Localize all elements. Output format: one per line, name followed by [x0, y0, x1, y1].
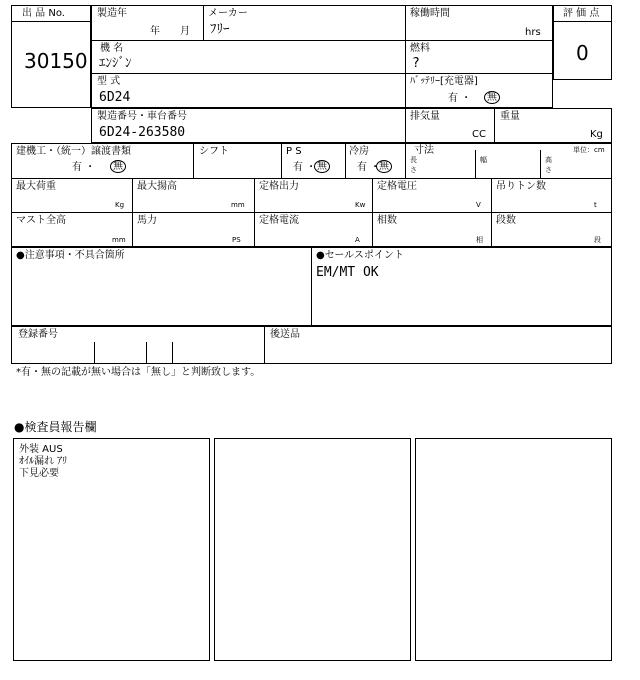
transfer-docs-label: 建機工・（統一）譲渡書類	[16, 146, 131, 157]
phase-label: 相数	[377, 215, 397, 226]
aircon-no-circled: 無	[376, 160, 392, 173]
stages-label: 段数	[496, 215, 516, 226]
sales-point-label: ●セールスポイント	[316, 250, 404, 261]
battery-no-circled: 無	[484, 91, 500, 104]
ps-yes: 有 ・	[293, 162, 317, 173]
score-value: 0	[576, 41, 589, 65]
rated-output-unit: Kw	[355, 201, 366, 209]
machine-name-label: 機 名	[100, 43, 124, 54]
max-lift-label: 最大揚高	[137, 181, 177, 192]
horsepower-unit: PS	[232, 236, 241, 244]
mast-height-label: マスト全高	[16, 215, 66, 226]
model-value: 6D24	[99, 90, 131, 105]
rated-output-label: 定格出力	[259, 181, 299, 192]
max-load-unit: Kg	[115, 201, 125, 209]
year-month-label: 年 月	[150, 26, 190, 37]
weight-label: 重量	[500, 111, 520, 122]
registration-label: 登録番号	[18, 329, 58, 340]
hoist-tons-label: 吊りトン数	[496, 181, 546, 192]
manufacture-year-label: 製造年	[97, 8, 127, 19]
displacement-label: 排気量	[410, 111, 440, 122]
aircon-label: 冷房	[349, 146, 369, 157]
aircon-yes: 有 ・	[357, 162, 381, 173]
mast-height-unit: mm	[112, 236, 126, 244]
kg-unit: Kg	[590, 129, 603, 140]
report-line: ｵｲﾙ漏れ ｱﾘ	[19, 456, 68, 467]
ps-no-circled: 無	[314, 160, 330, 173]
horsepower-label: 馬力	[137, 215, 157, 226]
serial-label: 製造番号・車台番号	[97, 111, 187, 122]
footnote: *有・無の記載が無い場合は「無し」と判断致します。	[16, 367, 261, 378]
width-label: 幅	[480, 156, 487, 164]
max-load-label: 最大荷重	[16, 181, 56, 192]
transfer-docs-no-circled: 無	[110, 160, 126, 173]
phase-unit: 相	[476, 236, 483, 244]
length-sa: さ	[410, 166, 417, 174]
battery-label: ﾊﾞｯﾃﾘｰ[充電器]	[410, 76, 478, 87]
caution-label: ●注意事項・不具合箇所	[16, 250, 125, 261]
maker-value: ﾌﾘｰ	[210, 22, 230, 37]
report-line: 下見必要	[19, 468, 59, 479]
operating-hours-label: 稼働時間	[410, 8, 450, 19]
fuel-label: 燃料	[410, 43, 430, 54]
cc-unit: CC	[472, 129, 486, 140]
rated-voltage-label: 定格電圧	[377, 181, 417, 192]
hoist-tons-unit: t	[594, 201, 597, 209]
height-sa: さ	[545, 166, 552, 174]
report-box-2	[214, 438, 411, 661]
inspector-report-label: ●検査員報告欄	[14, 420, 97, 434]
deferred-items-label: 後送品	[270, 329, 300, 340]
model-label: 型 式	[97, 76, 121, 87]
lot-no-label: 出 品 No.	[22, 8, 65, 19]
dimensions-label: 寸法	[414, 145, 434, 156]
report-box-3	[415, 438, 612, 661]
length-label: 長	[410, 156, 417, 164]
shift-label: シフト	[199, 146, 229, 157]
stages-unit: 段	[594, 236, 601, 244]
spec-grid	[11, 143, 612, 247]
height-label: 高	[545, 156, 552, 164]
transfer-docs-yes: 有 ・	[72, 162, 96, 173]
fuel-value: ?	[412, 56, 420, 71]
ps-label: P S	[286, 146, 302, 157]
unit-cm-label: 単位：cm	[573, 146, 605, 154]
registration-row	[11, 326, 612, 364]
score-label: 評 価 点	[563, 8, 600, 19]
lot-no-value: 30150	[24, 49, 88, 73]
hrs-unit: hrs	[525, 27, 541, 38]
maker-label: メーカー	[208, 8, 248, 19]
max-lift-unit: mm	[231, 201, 245, 209]
battery-yes: 有 ・	[448, 93, 472, 104]
rated-voltage-unit: V	[476, 201, 481, 209]
rated-current-label: 定格電流	[259, 215, 299, 226]
rated-current-unit: A	[355, 236, 360, 244]
serial-value: 6D24-263580	[99, 125, 186, 140]
report-line: 外装 AUS	[19, 444, 63, 455]
sales-point-value: EM/MT OK	[316, 265, 379, 280]
machine-name-value: ｴﾝｼﾞﾝ	[99, 56, 132, 71]
